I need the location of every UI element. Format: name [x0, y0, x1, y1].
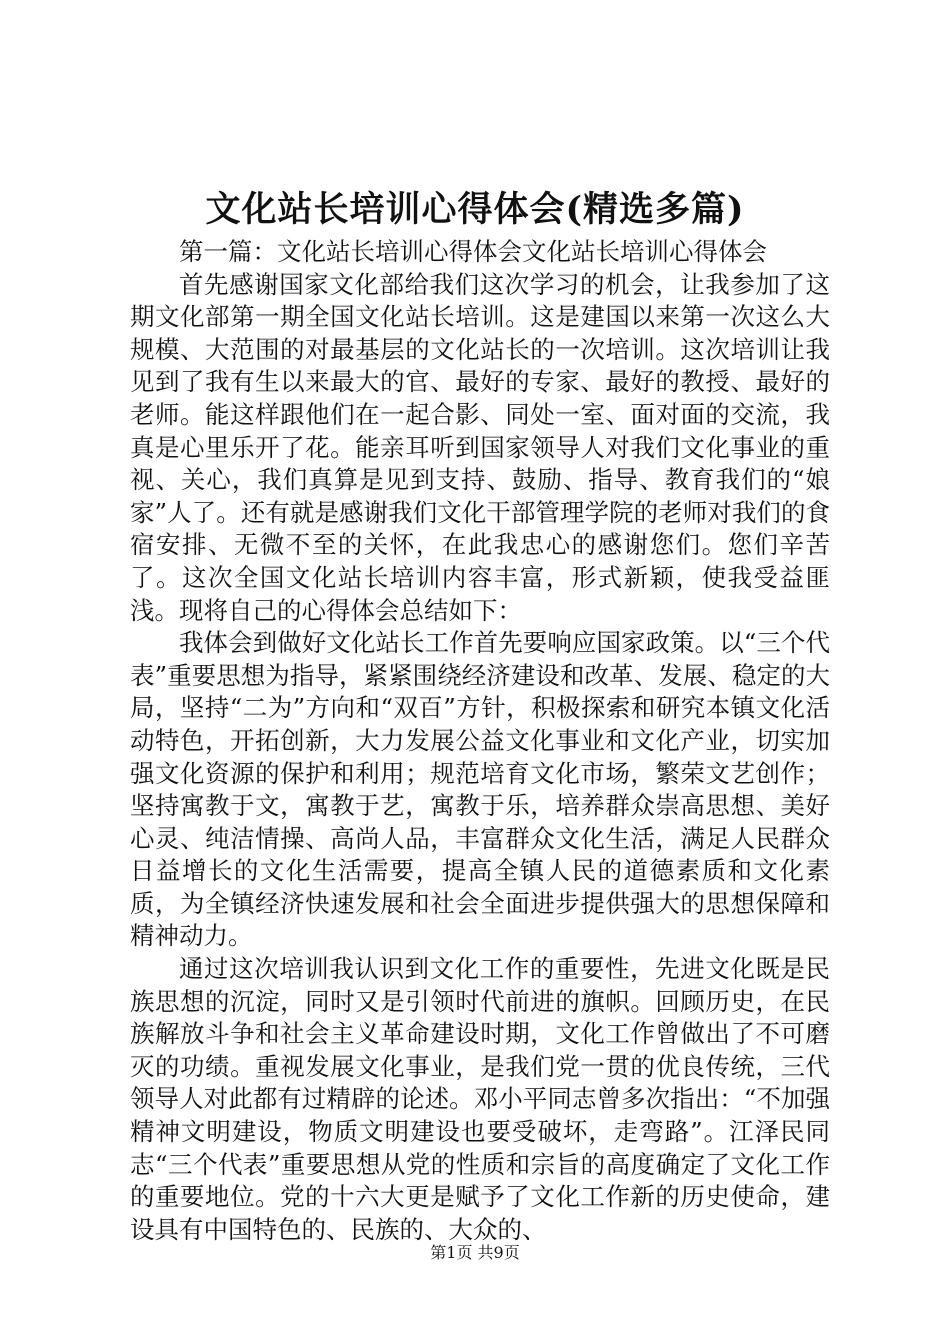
paragraph-introduction: 首先感谢国家文化部给我们这次学习的机会，让我参加了这期文化部第一期全国文化站长培训。这是建国以来第一次这么大规模、大范围的对最基层的文化站长的一次培训。这次培训让我见到了我有生以来最大的官、最好的专家、最好的教授、最好的老师。能这样跟他们在一起合影、同处一室、面对面的交流，我真是心里乐开了花。能亲耳听到国家领导人对我们文化事业的重视、关心，我们真算是见到支持、鼓励、指导、教育我们的“娘家”人了。还有就是感谢我们文化干部管理学院的老师对我们的食宿安排、无微不至的关怀，在此我忠心的感谢您们。您们辛苦了。这次全国文化站长培训内容丰富，形式新颖，使我受益匪浅。现将自己的心得体会总结如下： [130, 269, 830, 625]
document-title: 文化站长培训心得体会(精选多篇) [205, 189, 745, 230]
paragraph-section-heading: 第一篇：文化站长培训心得体会文化站长培训心得体会 [179, 237, 767, 266]
paragraph-importance: 通过这次培训我认识到文化工作的重要性，先进文化既是民族思想的沉淀，同时又是引领时代前进的旗帜。回顾历史，在民族解放斗争和社会主义革命建设时期，文化工作曾做出了不可磨灭的功绩。重视发展文化事业，是我们党一贯的优良传统，三代领导人对此都有过精辟的论述。邓小平同志曾多次指出：“不加强精神文明建设，物质文明建设也要受破坏，走弯路”。江泽民同志“三个代表”重要思想从党的性质和宗旨的高度确定了文化工作的重要地位。党的十六大更是赋予了文化工作新的历史使命，建设具有中国特色的、民族的、大众的、 [130, 954, 830, 1244]
document-body [130, 236, 830, 1246]
page-footer: 第1页 共9页 [430, 1243, 520, 1262]
paragraph-policy: 我体会到做好文化站长工作首先要响应国家政策。以“三个代表”重要思想为指导，紧紧围绕经济建设和改革、发展、稳定的大局，坚持“二为”方向和“双百”方针，积极探索和研究本镇文化活动特色，开拓创新，大力发展公益文化事业和文化产业，切实加强文化资源的保护和利用；规范培育文化市场，繁荣文艺创作；坚持寓教于文，寓教于艺，寓教于乐，培养群众崇高思想、美好心灵、纯洁情操、高尚人品，丰富群众文化生活，满足人民群众日益增长的文化生活需要，提高全镇人民的道德素质和文化素质，为全镇经济快速发展和社会全面进步提供强大的思想保障和精神动力。 [130, 628, 830, 951]
